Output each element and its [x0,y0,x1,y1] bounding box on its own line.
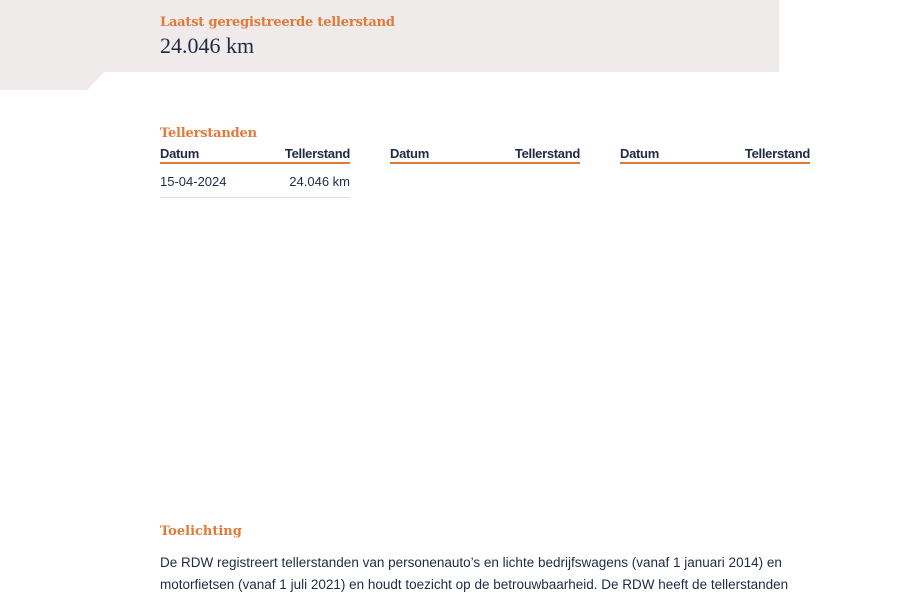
reading-date: 15-04-2024 [160,174,227,189]
reading-header: Tellerstand [744,146,810,161]
header-band-tab [0,72,104,90]
reading-header: Tellerstand [514,146,580,161]
reading-header: Tellerstand [284,146,350,161]
header-band [0,0,779,72]
last-reading-value: 24.046 km [160,33,255,58]
explanation-title: Toelichting [160,524,242,539]
date-header: Datum [390,146,429,161]
explanation-line: De RDW registreert tellerstanden van personenauto’s en lichte bedrijfswagens (vanaf 1 januari 2014) en [160,555,782,570]
readings-column-1 [160,146,350,198]
readings-column-header [620,146,810,164]
last-reading-label: Laatst geregistreerde tellerstand [160,15,395,30]
readings-column-header [160,146,350,164]
date-header: Datum [160,146,199,161]
readings-column-2 [390,146,580,164]
explanation-line: motorfietsen (vanaf 1 juli 2021) en houdt toezicht op de betrouwbaarheid. De RDW heeft de tellerstanden [160,577,789,592]
date-header: Datum [620,146,659,161]
readings-title: Tellerstanden [160,126,257,141]
table-row [160,164,350,198]
readings-column-3 [620,146,810,164]
explanation-text [160,552,860,596]
reading-value: 24.046 km [289,174,350,189]
readings-column-header [390,146,580,164]
